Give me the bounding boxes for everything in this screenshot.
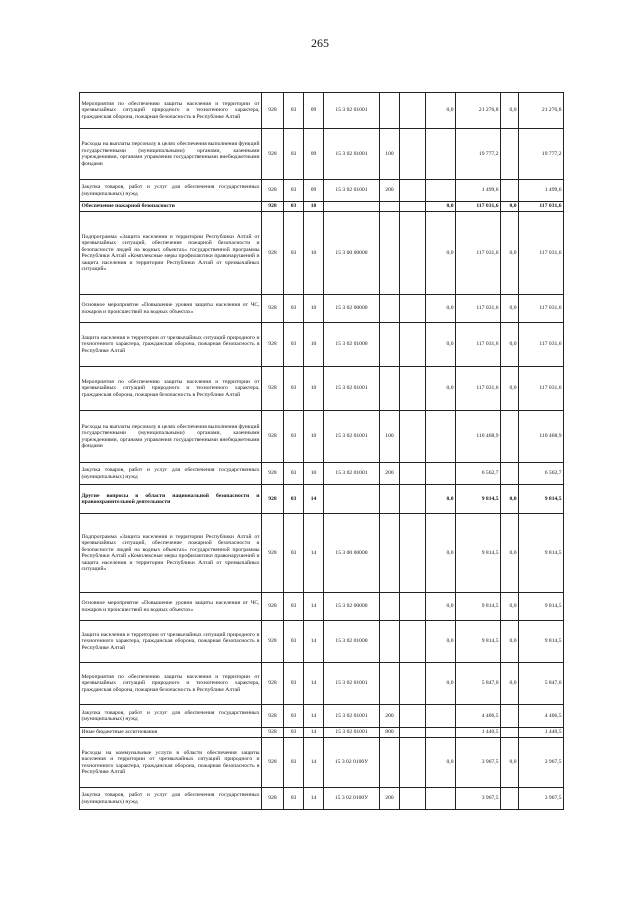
section-code-cell: 03 (284, 788, 304, 810)
section-code-cell: 03 (284, 202, 304, 212)
expense-type-cell (380, 323, 400, 367)
target-article-cell: 15 3 02 00000 (324, 295, 380, 323)
amount-cell-1 (400, 738, 426, 788)
amount-cell-5: 4 406,5 (519, 705, 564, 728)
target-article-cell (324, 485, 380, 514)
amount-cell-2 (426, 411, 456, 463)
section-code-cell: 03 (284, 129, 304, 180)
target-article-cell (324, 202, 380, 212)
table-row (80, 202, 564, 212)
amount-cell-1 (400, 705, 426, 728)
section-code-cell: 03 (284, 212, 304, 295)
amount-cell-2: 0,0 (426, 738, 456, 788)
amount-cell-1 (400, 621, 426, 663)
amount-cell-4: 0,0 (501, 514, 519, 593)
expense-type-cell (380, 295, 400, 323)
amount-cell-2: 0,0 (426, 621, 456, 663)
amount-cell-4: 0,0 (501, 663, 519, 705)
amount-cell-2: 0,0 (426, 93, 456, 129)
row-name-cell: Мероприятия по обеспечению защиты населения и территории от чрезвычайных ситуаций природного и техногенного характера, гражданская оборона, пожарная безопасность в Республике Алтай (80, 367, 262, 411)
row-name-cell: Иные бюджетные ассигнования (80, 728, 262, 738)
section-code-cell: 03 (284, 180, 304, 202)
department-code-cell: 928 (262, 202, 284, 212)
section-code-cell: 03 (284, 663, 304, 705)
amount-cell-4 (501, 411, 519, 463)
row-name-cell: Защита населения и территории от чрезвычайных ситуаций природного и техногенного характера, гражданская оборона, пожарная безопасность в Республике Алтай (80, 323, 262, 367)
row-name-cell: Основное мероприятие «Повышение уровня защиты населения от ЧС, пожаров и происшествий на водных объектах» (80, 593, 262, 621)
section-code-cell: 03 (284, 411, 304, 463)
amount-cell-5: 117 031,6 (519, 367, 564, 411)
amount-cell-1 (400, 202, 426, 212)
row-name-cell: Основное мероприятие «Повышение уровня защиты населения от ЧС, пожаров и происшествий на водных объектах» (80, 295, 262, 323)
amount-cell-4: 0,0 (501, 295, 519, 323)
section-code-cell: 03 (284, 485, 304, 514)
amount-cell-1 (400, 593, 426, 621)
amount-cell-4 (501, 705, 519, 728)
table-row (80, 593, 564, 621)
row-name-cell: Подпрограмма «Защита населения и территории Республики Алтай от чрезвычайных ситуаций, обеспечение пожарной безопасности и безопасности людей на водных объектах» государственной программы Республики Алтай «Комплексные меры профилактики правонарушений и защита населения и территории Республики Алтай от чрезвычайных ситуаций» (80, 514, 262, 593)
table-row (80, 295, 564, 323)
expense-type-cell: 200 (380, 463, 400, 485)
department-code-cell: 928 (262, 295, 284, 323)
department-code-cell: 928 (262, 485, 284, 514)
amount-cell-4 (501, 728, 519, 738)
expense-type-cell: 800 (380, 728, 400, 738)
expense-type-cell (380, 485, 400, 514)
amount-cell-4: 0,0 (501, 593, 519, 621)
amount-cell-3: 5 847,0 (456, 663, 501, 705)
budget-table (79, 92, 564, 810)
amount-cell-2 (426, 129, 456, 180)
expense-type-cell: 200 (380, 705, 400, 728)
table-body (80, 93, 564, 810)
target-article-cell: 15 3 02 01001 (324, 411, 380, 463)
table-row (80, 514, 564, 593)
row-name-cell: Другие вопросы в области национальной безопасности и правоохранительной деятельности (80, 485, 262, 514)
amount-cell-3: 110 468,9 (456, 411, 501, 463)
amount-cell-1 (400, 663, 426, 705)
amount-cell-1 (400, 514, 426, 593)
table-row (80, 180, 564, 202)
department-code-cell: 928 (262, 514, 284, 593)
section-code-cell: 03 (284, 514, 304, 593)
row-name-cell: Расходы на коммунальные услуги в области обеспечения защиты населения и территории от чрезвычайных ситуаций природного и техногенного характера, гражданская оборона, пожарная безопасность в Республике Алтай (80, 738, 262, 788)
amount-cell-3: 117 031,6 (456, 212, 501, 295)
amount-cell-1 (400, 367, 426, 411)
amount-cell-4: 0,0 (501, 212, 519, 295)
table-row (80, 463, 564, 485)
amount-cell-5: 110 468,9 (519, 411, 564, 463)
target-article-cell: 15 3 00 00000 (324, 514, 380, 593)
target-article-cell: 15 3 02 01000 (324, 621, 380, 663)
amount-cell-3: 9 814,5 (456, 593, 501, 621)
row-name-cell: Защита населения и территории от чрезвычайных ситуаций природного и техногенного характера, гражданская оборона, пожарная безопасность в Республике Алтай (80, 621, 262, 663)
row-name-cell: Закупка товаров, работ и услуг для обеспечения государственных (муниципальных) нужд (80, 788, 262, 810)
expense-type-cell (380, 738, 400, 788)
amount-cell-1 (400, 129, 426, 180)
amount-cell-3: 1 440,5 (456, 728, 501, 738)
target-article-cell: 15 3 02 0100У (324, 738, 380, 788)
amount-cell-4 (501, 788, 519, 810)
subsection-code-cell: 10 (304, 202, 324, 212)
department-code-cell: 928 (262, 705, 284, 728)
amount-cell-3: 3 967,5 (456, 738, 501, 788)
amount-cell-2 (426, 705, 456, 728)
amount-cell-1 (400, 411, 426, 463)
amount-cell-1 (400, 463, 426, 485)
expense-type-cell (380, 663, 400, 705)
amount-cell-4: 0,0 (501, 621, 519, 663)
table-row (80, 788, 564, 810)
amount-cell-1 (400, 788, 426, 810)
amount-cell-3: 4 406,5 (456, 705, 501, 728)
subsection-code-cell: 14 (304, 788, 324, 810)
department-code-cell: 928 (262, 411, 284, 463)
amount-cell-5: 9 814,5 (519, 485, 564, 514)
target-article-cell: 15 3 02 00000 (324, 593, 380, 621)
section-code-cell: 03 (284, 295, 304, 323)
section-code-cell: 03 (284, 738, 304, 788)
amount-cell-1 (400, 295, 426, 323)
amount-cell-2: 0,0 (426, 593, 456, 621)
amount-cell-1 (400, 180, 426, 202)
amount-cell-3: 19 777,2 (456, 129, 501, 180)
department-code-cell: 928 (262, 593, 284, 621)
target-article-cell: 15 3 02 01001 (324, 463, 380, 485)
subsection-code-cell: 10 (304, 295, 324, 323)
target-article-cell: 15 3 02 01001 (324, 129, 380, 180)
amount-cell-2 (426, 788, 456, 810)
row-name-cell: Мероприятия по обеспечению защиты населения и территории от чрезвычайных ситуаций природного и техногенного характера, гражданская оборона, пожарная безопасность в Республике Алтай (80, 663, 262, 705)
amount-cell-5: 19 777,2 (519, 129, 564, 180)
row-name-cell: Расходы на выплаты персоналу в целях обеспечения выполнения функций государственными (муниципальными) органами, казенными учреждениями, органами управления государственными внебюджетными фондами (80, 129, 262, 180)
table-row (80, 367, 564, 411)
amount-cell-3: 3 967,5 (456, 788, 501, 810)
amount-cell-4 (501, 180, 519, 202)
amount-cell-2: 0,0 (426, 212, 456, 295)
expense-type-cell (380, 593, 400, 621)
table-row (80, 129, 564, 180)
section-code-cell: 03 (284, 323, 304, 367)
expense-type-cell (380, 621, 400, 663)
subsection-code-cell: 09 (304, 93, 324, 129)
amount-cell-3: 117 031,6 (456, 295, 501, 323)
amount-cell-3: 117 031,6 (456, 323, 501, 367)
amount-cell-5: 6 562,7 (519, 463, 564, 485)
subsection-code-cell: 14 (304, 738, 324, 788)
amount-cell-2 (426, 728, 456, 738)
amount-cell-4: 0,0 (501, 738, 519, 788)
section-code-cell: 03 (284, 705, 304, 728)
subsection-code-cell: 14 (304, 485, 324, 514)
amount-cell-5: 117 031,6 (519, 323, 564, 367)
department-code-cell: 928 (262, 728, 284, 738)
target-article-cell: 15 3 02 0100У (324, 788, 380, 810)
department-code-cell: 928 (262, 621, 284, 663)
expense-type-cell: 100 (380, 129, 400, 180)
expense-type-cell (380, 367, 400, 411)
amount-cell-4: 0,0 (501, 93, 519, 129)
amount-cell-5: 3 967,5 (519, 738, 564, 788)
subsection-code-cell: 14 (304, 621, 324, 663)
subsection-code-cell: 09 (304, 180, 324, 202)
amount-cell-4: 0,0 (501, 323, 519, 367)
amount-cell-2 (426, 463, 456, 485)
row-name-cell: Закупка товаров, работ и услуг для обеспечения государственных (муниципальных) нужд (80, 463, 262, 485)
table-row (80, 93, 564, 129)
department-code-cell: 928 (262, 367, 284, 411)
subsection-code-cell: 14 (304, 705, 324, 728)
amount-cell-4: 0,0 (501, 485, 519, 514)
target-article-cell: 15 3 02 01001 (324, 93, 380, 129)
amount-cell-2: 0,0 (426, 202, 456, 212)
table-row (80, 485, 564, 514)
amount-cell-2: 0,0 (426, 295, 456, 323)
amount-cell-5: 117 031,6 (519, 202, 564, 212)
amount-cell-3: 9 814,5 (456, 485, 501, 514)
section-code-cell: 03 (284, 367, 304, 411)
table-row (80, 323, 564, 367)
table-row (80, 212, 564, 295)
amount-cell-5: 3 967,5 (519, 788, 564, 810)
expense-type-cell: 200 (380, 788, 400, 810)
table-row (80, 621, 564, 663)
amount-cell-1 (400, 485, 426, 514)
amount-cell-5: 9 814,5 (519, 621, 564, 663)
subsection-code-cell: 10 (304, 463, 324, 485)
amount-cell-3: 21 276,8 (456, 93, 501, 129)
amount-cell-1 (400, 93, 426, 129)
amount-cell-3: 6 562,7 (456, 463, 501, 485)
amount-cell-5: 9 814,5 (519, 514, 564, 593)
subsection-code-cell: 10 (304, 367, 324, 411)
row-name-cell: Мероприятия по обеспечению защиты населения и территории от чрезвычайных ситуаций природного и техногенного характера, гражданская оборона, пожарная безопасность в Республике Алтай (80, 93, 262, 129)
amount-cell-3: 9 814,5 (456, 621, 501, 663)
row-name-cell: Расходы на выплаты персоналу в целях обеспечения выполнения функций государственными (муниципальными) органами, казенными учреждениями, органами управления государственными внебюджетными фондами (80, 411, 262, 463)
department-code-cell: 928 (262, 180, 284, 202)
amount-cell-3: 1 499,6 (456, 180, 501, 202)
target-article-cell: 15 3 02 01001 (324, 728, 380, 738)
amount-cell-3: 117 031,6 (456, 202, 501, 212)
expense-type-cell (380, 202, 400, 212)
department-code-cell: 928 (262, 93, 284, 129)
amount-cell-3: 9 814,5 (456, 514, 501, 593)
section-code-cell: 03 (284, 463, 304, 485)
department-code-cell: 928 (262, 129, 284, 180)
section-code-cell: 03 (284, 621, 304, 663)
table-row (80, 738, 564, 788)
amount-cell-5: 1 499,6 (519, 180, 564, 202)
amount-cell-2: 0,0 (426, 323, 456, 367)
row-name-cell: Закупка товаров, работ и услуг для обеспечения государственных (муниципальных) нужд (80, 180, 262, 202)
target-article-cell: 15 3 02 01001 (324, 367, 380, 411)
section-code-cell: 03 (284, 93, 304, 129)
target-article-cell: 15 3 02 01001 (324, 180, 380, 202)
subsection-code-cell: 10 (304, 411, 324, 463)
amount-cell-1 (400, 323, 426, 367)
table-row (80, 728, 564, 738)
amount-cell-2 (426, 180, 456, 202)
table-row (80, 663, 564, 705)
subsection-code-cell: 09 (304, 129, 324, 180)
amount-cell-4: 0,0 (501, 202, 519, 212)
expense-type-cell (380, 93, 400, 129)
amount-cell-1 (400, 728, 426, 738)
amount-cell-2: 0,0 (426, 367, 456, 411)
department-code-cell: 928 (262, 323, 284, 367)
amount-cell-1 (400, 212, 426, 295)
table-row (80, 705, 564, 728)
amount-cell-4 (501, 463, 519, 485)
expense-type-cell: 200 (380, 180, 400, 202)
page-number: 265 (311, 36, 329, 50)
department-code-cell: 928 (262, 788, 284, 810)
subsection-code-cell: 14 (304, 663, 324, 705)
amount-cell-2: 0,0 (426, 514, 456, 593)
amount-cell-5: 117 031,6 (519, 212, 564, 295)
expense-type-cell (380, 514, 400, 593)
department-code-cell: 928 (262, 463, 284, 485)
amount-cell-4 (501, 129, 519, 180)
row-name-cell: Закупка товаров, работ и услуг для обеспечения государственных (муниципальных) нужд (80, 705, 262, 728)
amount-cell-5: 21 276,8 (519, 93, 564, 129)
amount-cell-2: 0,0 (426, 663, 456, 705)
expense-type-cell (380, 212, 400, 295)
table-row (80, 411, 564, 463)
section-code-cell: 03 (284, 593, 304, 621)
amount-cell-5: 1 440,5 (519, 728, 564, 738)
subsection-code-cell: 10 (304, 212, 324, 295)
department-code-cell: 928 (262, 738, 284, 788)
subsection-code-cell: 14 (304, 728, 324, 738)
amount-cell-4: 0,0 (501, 367, 519, 411)
amount-cell-5: 5 847,0 (519, 663, 564, 705)
target-article-cell: 15 3 02 01000 (324, 323, 380, 367)
department-code-cell: 928 (262, 663, 284, 705)
amount-cell-2: 0,0 (426, 485, 456, 514)
subsection-code-cell: 14 (304, 593, 324, 621)
row-name-cell: Обеспечение пожарной безопасности (80, 202, 262, 212)
target-article-cell: 15 3 02 01001 (324, 663, 380, 705)
expense-type-cell: 100 (380, 411, 400, 463)
department-code-cell: 928 (262, 212, 284, 295)
section-code-cell: 03 (284, 728, 304, 738)
amount-cell-3: 117 031,6 (456, 367, 501, 411)
amount-cell-5: 9 814,5 (519, 593, 564, 621)
subsection-code-cell: 10 (304, 323, 324, 367)
subsection-code-cell: 14 (304, 514, 324, 593)
amount-cell-5: 117 031,6 (519, 295, 564, 323)
row-name-cell: Подпрограмма «Защита населения и территории Республики Алтай от чрезвычайных ситуаций, обеспечение пожарной безопасности и безопасности людей на водных объектах» государственной программы Республики Алтай «Комплексные меры профилактики правонарушений и защита населения и территории Республики Алтай от чрезвычайных ситуаций» (80, 212, 262, 295)
target-article-cell: 15 3 02 01001 (324, 705, 380, 728)
target-article-cell: 15 3 00 00000 (324, 212, 380, 295)
